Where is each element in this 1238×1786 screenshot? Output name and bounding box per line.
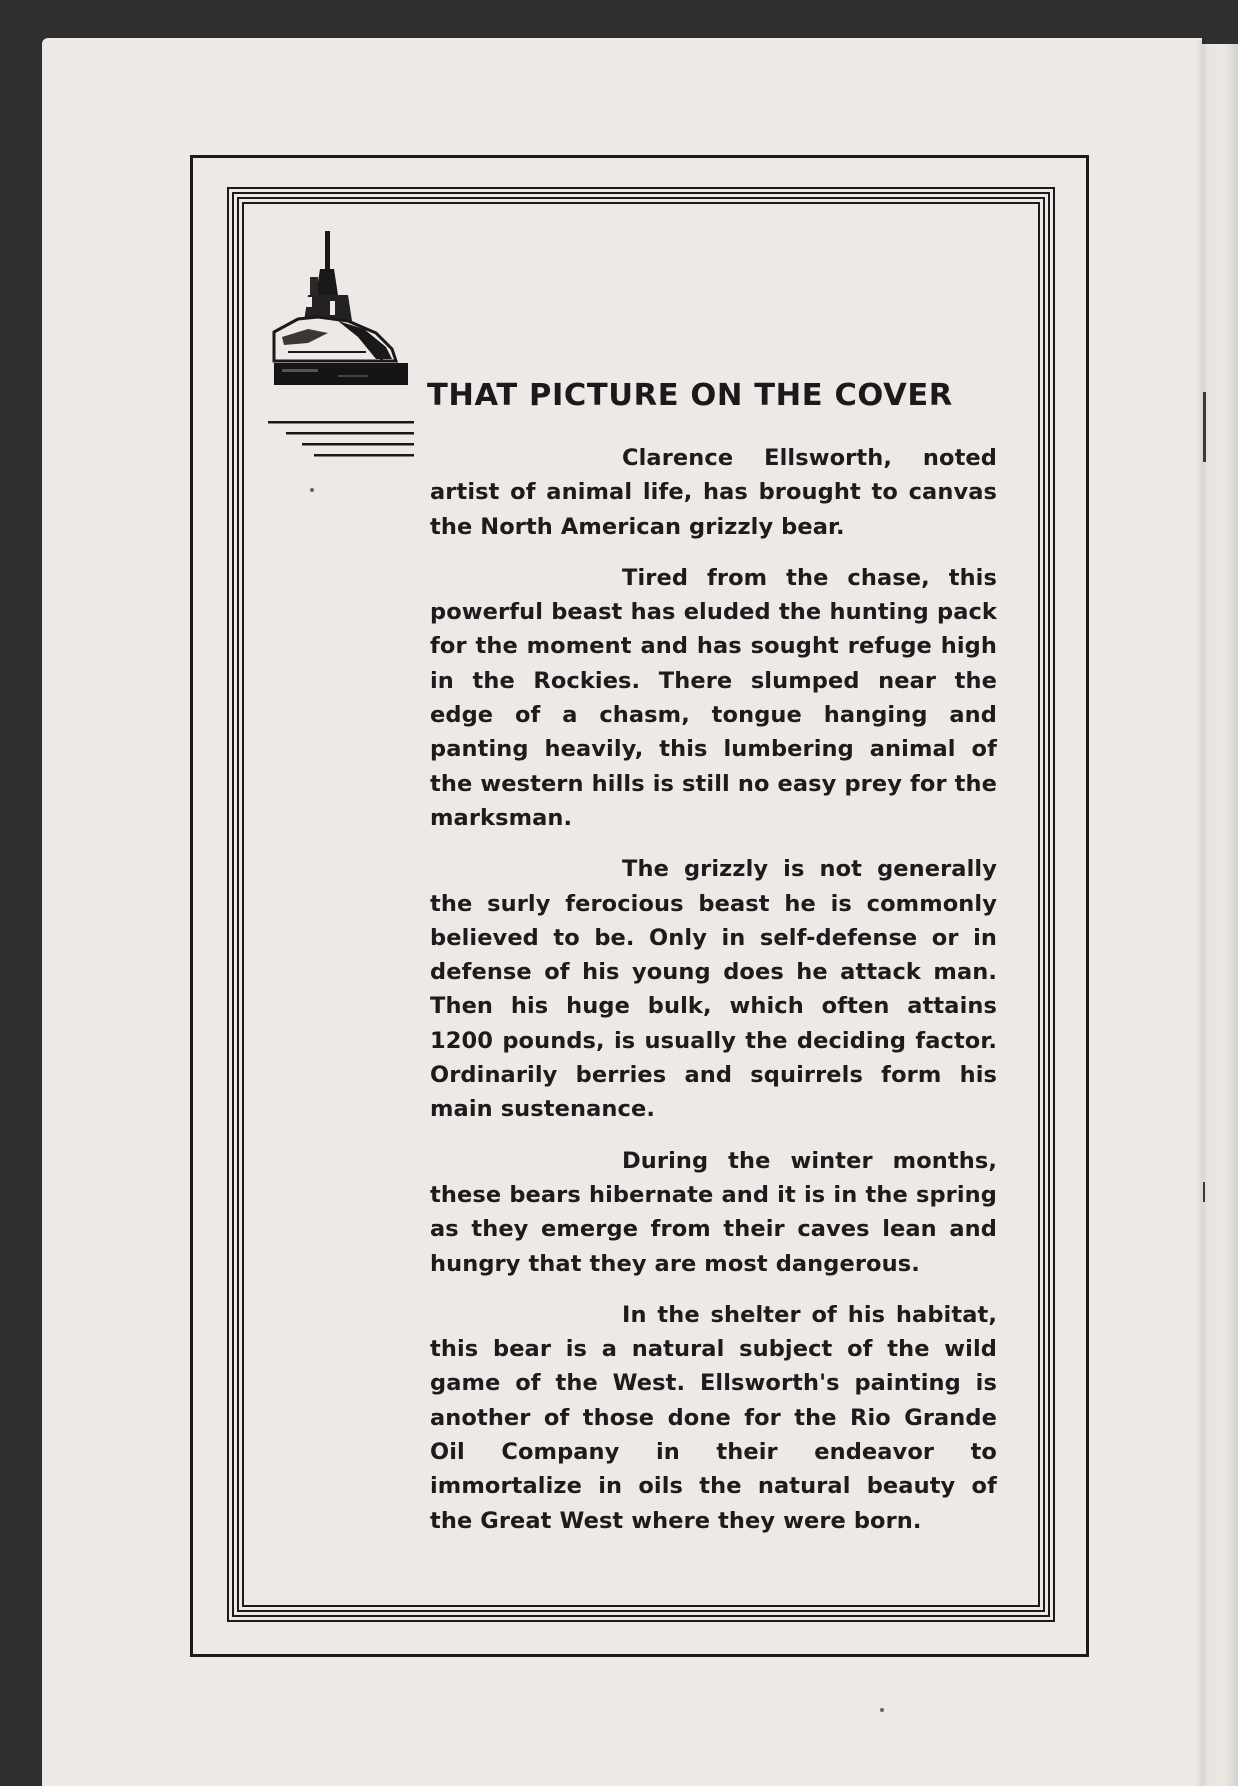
facing-page-edge: [1202, 44, 1238, 1786]
staple-mark-bottom: [1203, 1182, 1205, 1202]
staple-mark-top: [1203, 392, 1206, 462]
paragraph-4: During the winter months, these bears hibernate and it is in the spring as they emerge from their caves lean and hungry that they are most dangerous.: [430, 1147, 997, 1277]
article-title: THAT PICTURE ON THE COVER: [427, 378, 953, 413]
paragraph-3: The grizzly is not generally the surly ferocious beast he is commonly believed to be. Only in self-defense or in defense of his young does he attack man. Then his huge bulk, which often attains 1200 pounds, is usually the deciding factor. Ordinarily berries and squirrels form his main sustenance.: [430, 856, 997, 1123]
derrick-emblem-icon: [268, 225, 414, 465]
paragraph-1: Clarence Ellsworth, noted artist of animal life, has brought to canvas the North American grizzly bear.: [430, 445, 997, 540]
paragraph-2: Tired from the chase, this powerful beast has eluded the hunting pack for the moment and has sought refuge high in the Rockies. There slumped near the edge of a chasm, tongue hanging and panting heavily, this lumbering animal of the western hills is still no easy prey for the marksman.: [430, 564, 997, 831]
article-body: [430, 441, 997, 1555]
paragraph-5: In the shelter of his habitat, this bear is a natural subject of the wild game of the West. Ellsworth's painting is another of those done for the Rio Grande Oil Company in their endeavor to immortalize in oils the natural beauty of the Great West where they were born.: [430, 1301, 997, 1534]
paper-speck: [880, 1708, 884, 1712]
paper-speck: [310, 488, 314, 492]
